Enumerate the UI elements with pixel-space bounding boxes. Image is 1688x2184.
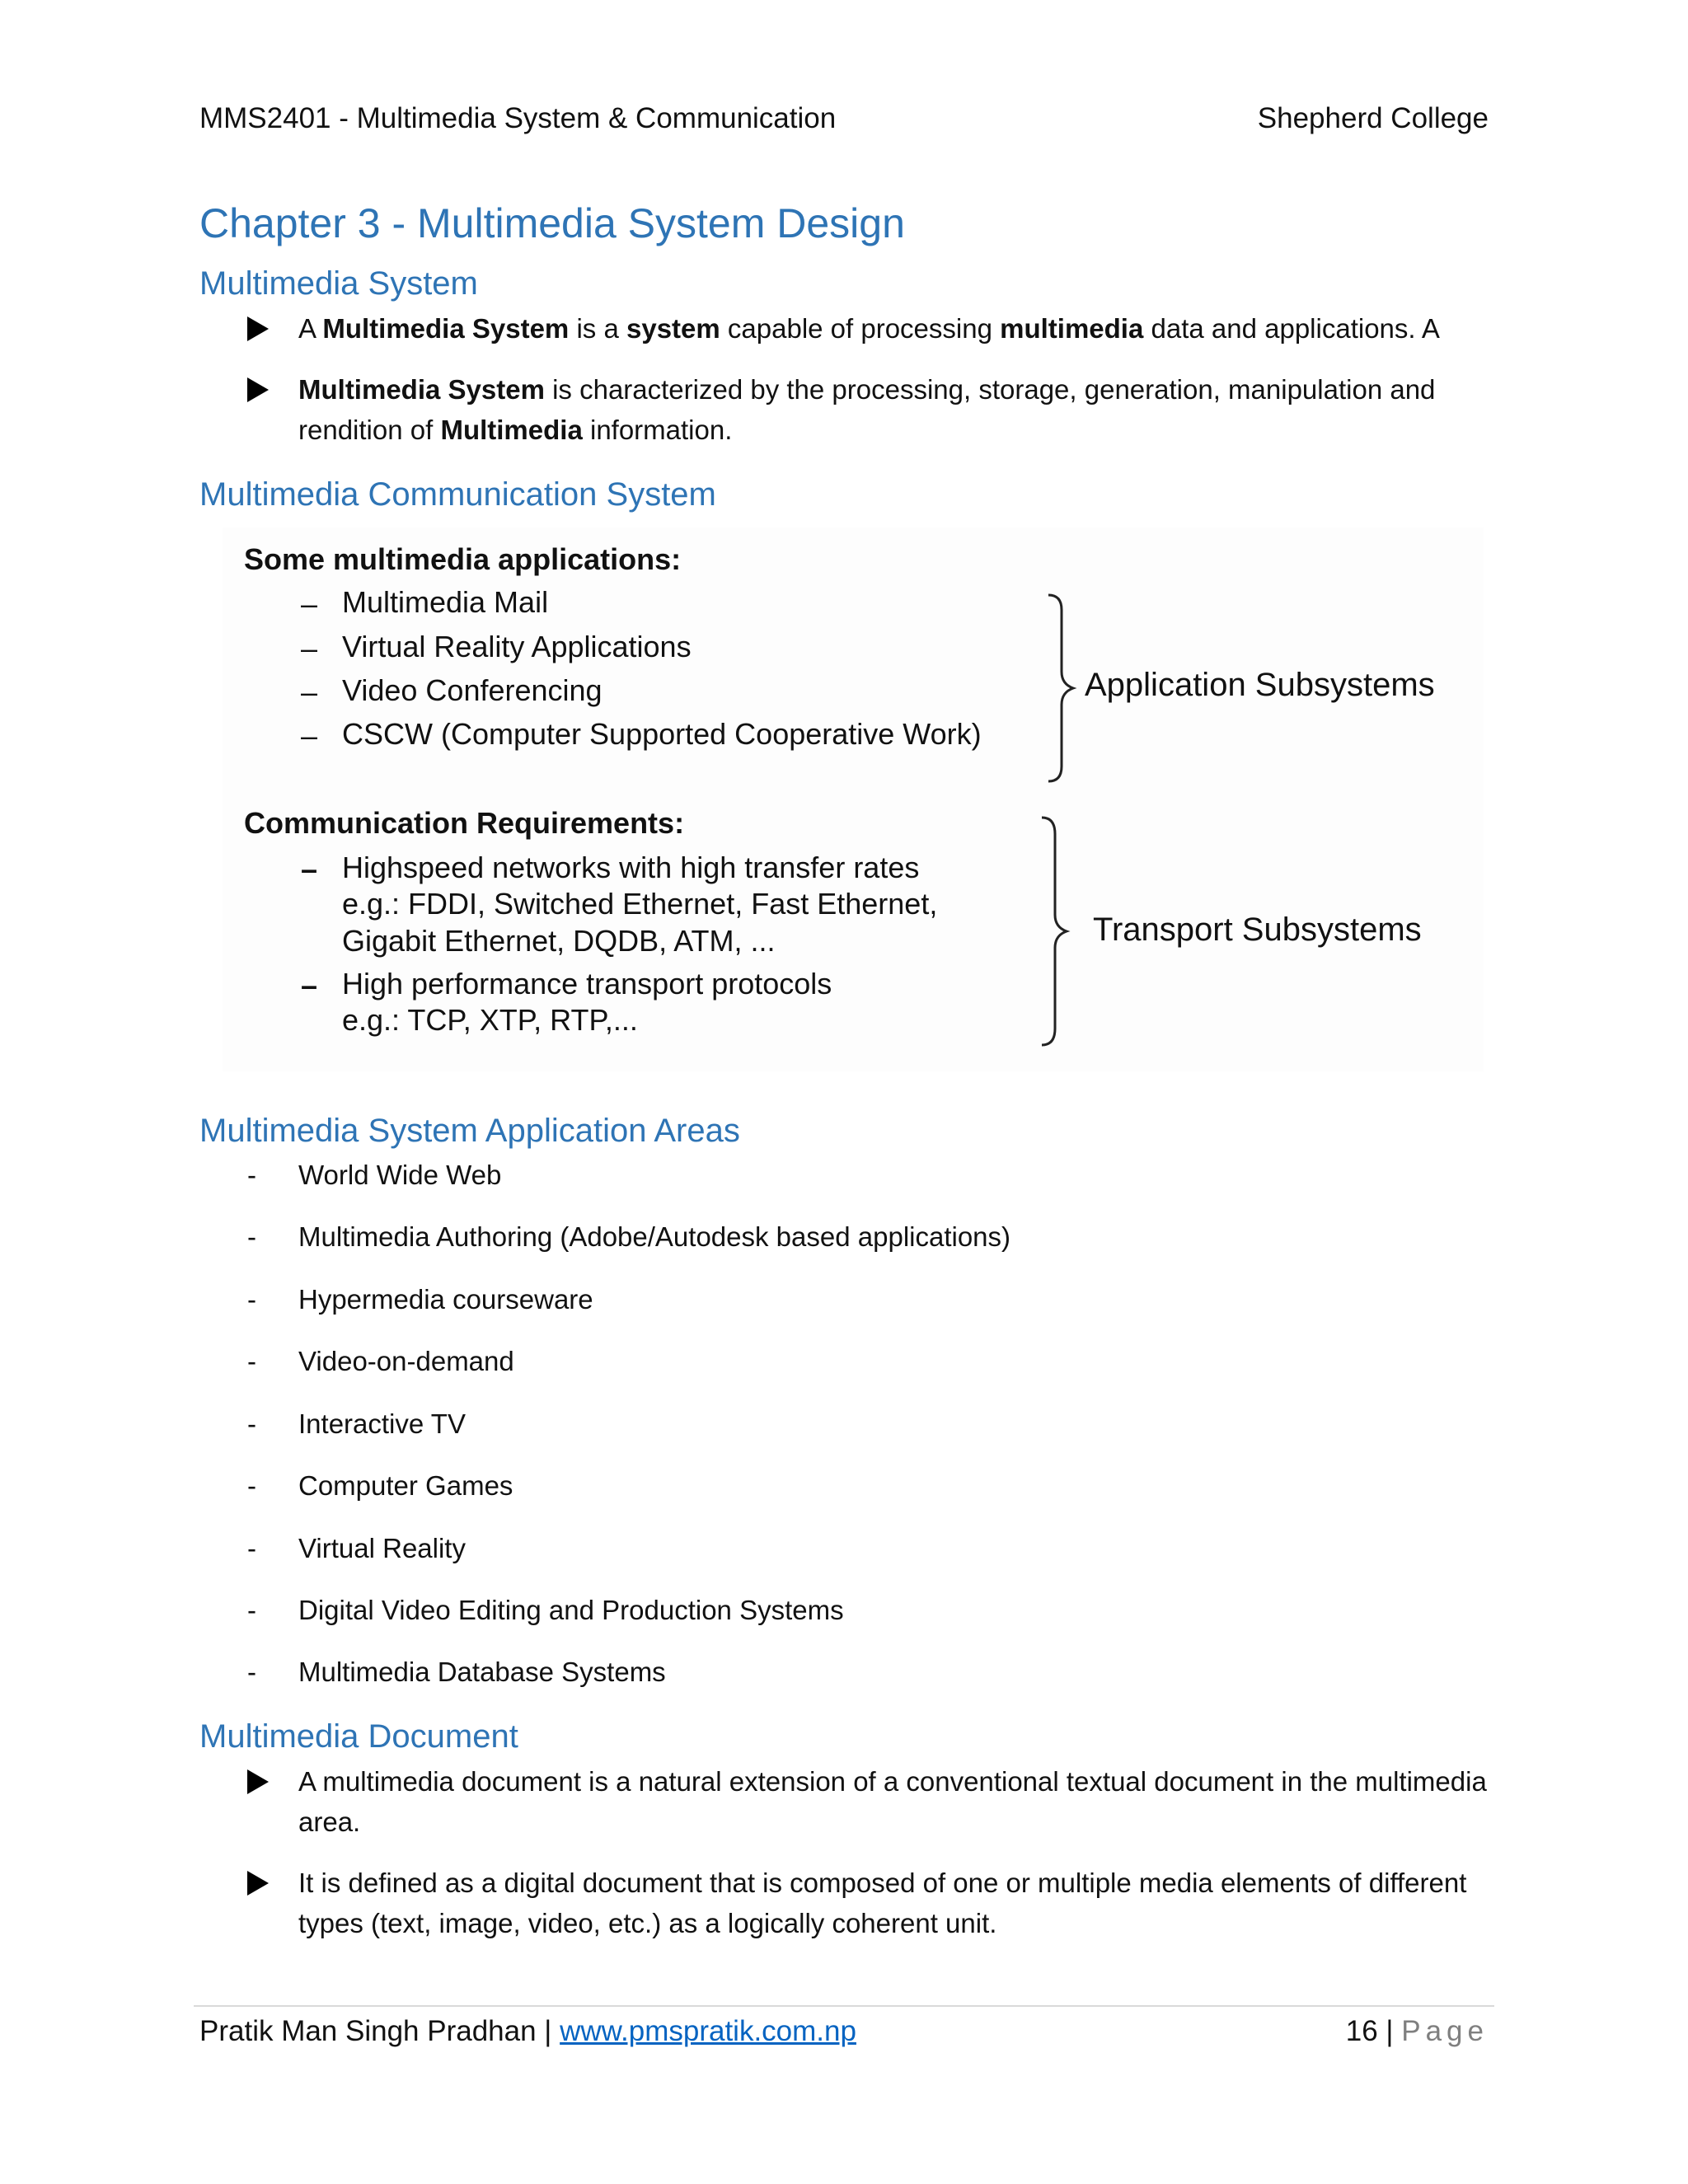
figure-transport-subsystems-label: Transport Subsystems [1093, 912, 1422, 948]
list-item [247, 308, 1500, 349]
section-heading-multimedia-system: Multimedia System [199, 265, 478, 302]
list-item-text: Digital Video Editing and Production Systems [298, 1595, 844, 1625]
dash-bullet: - [247, 1408, 256, 1439]
list-item [247, 369, 1500, 450]
dash-bullet: - [247, 1470, 256, 1501]
list-item [247, 1404, 466, 1444]
header-course-title: MMS2401 - Multimedia System & Communication [199, 102, 837, 134]
list-item [247, 1863, 1500, 1943]
dash-bullet: - [247, 1346, 256, 1376]
header-college-name: Shepherd College [1257, 102, 1489, 134]
list-item-text: Virtual Reality [298, 1533, 466, 1563]
footer-website-link[interactable]: www.pmspratik.com.np [560, 2015, 856, 2047]
figure-application-subsystems-label: Application Subsystems [1085, 667, 1435, 703]
list-item-text: Multimedia Authoring (Adobe/Autodesk based applications) [298, 1221, 1011, 1252]
figure-app-item: Multimedia Mail [342, 585, 549, 619]
list-item [247, 1761, 1500, 1842]
list-item-text: Interactive TV [298, 1408, 466, 1439]
section-heading-multimedia-document: Multimedia Document [199, 1718, 518, 1755]
section-heading-communication-system: Multimedia Communication System [199, 476, 716, 513]
list-item [247, 1465, 513, 1506]
figure-requirements-title: Communication Requirements: [244, 806, 685, 840]
figure-dash: – [301, 852, 318, 886]
figure-dash: – [301, 968, 318, 1002]
figure-dash: – [301, 675, 318, 709]
figure-requirement-line: High performance transport protocols [342, 967, 832, 1001]
footer-divider [194, 2005, 1494, 2007]
list-item-text: Multimedia Database Systems [298, 1657, 666, 1687]
footer-separator: | [536, 2015, 560, 2047]
dash-bullet: - [247, 1284, 256, 1315]
dash-bullet: - [247, 1657, 256, 1687]
page-separator: | [1377, 2015, 1402, 2047]
triangle-bullet-icon [247, 369, 274, 410]
bullet-text: It is defined as a digital document that is composed of one or multiple media elements of different types (text, image, video, etc.) as a logically coherent unit. [298, 1868, 1467, 1938]
list-item [247, 1528, 466, 1568]
figure-app-item: Video Conferencing [342, 673, 603, 707]
list-item-text: Hypermedia courseware [298, 1284, 593, 1315]
figure-requirement-line: e.g.: FDDI, Switched Ethernet, Fast Ethernet, [342, 887, 938, 921]
triangle-bullet-icon [247, 1863, 274, 1903]
bullet-text: A Multimedia System is a system capable of processing multimedia data and applications. A [298, 313, 1440, 344]
communication-system-figure [223, 527, 1484, 1071]
dash-bullet: - [247, 1160, 256, 1190]
list-item-text: Computer Games [298, 1470, 513, 1501]
dash-bullet: - [247, 1595, 256, 1625]
footer-author: Pratik Man Singh Pradhan [199, 2015, 537, 2047]
triangle-bullet-icon [247, 1761, 274, 1802]
section-heading-application-areas: Multimedia System Application Areas [199, 1113, 740, 1149]
list-item [247, 1590, 844, 1630]
chapter-title: Chapter 3 - Multimedia System Design [199, 200, 905, 246]
bullet-text: A multimedia document is a natural extension of a conventional textual document in the multimedia area. [298, 1766, 1487, 1837]
list-item [247, 1652, 666, 1692]
footer-left [199, 2015, 856, 2048]
dash-bullet: - [247, 1533, 256, 1563]
list-item [247, 1216, 1010, 1257]
figure-apps-title: Some multimedia applications: [244, 542, 682, 576]
list-item [247, 1341, 514, 1381]
figure-requirement-line: e.g.: TCP, XTP, RTP,... [342, 1003, 638, 1037]
figure-dash: – [301, 631, 318, 665]
page-number: 16 [1345, 2015, 1378, 2047]
figure-app-item: Virtual Reality Applications [342, 630, 692, 663]
right-brace-icon [1047, 593, 1080, 783]
bullet-text: Multimedia System is characterized by the processing, storage, generation, manipulation and rendition of Multimedia information. [298, 374, 1436, 445]
list-item [247, 1279, 593, 1319]
dash-bullet: - [247, 1221, 256, 1252]
page-word: Page [1401, 2015, 1489, 2047]
triangle-bullet-icon [247, 308, 274, 349]
figure-app-item: CSCW (Computer Supported Cooperative Work) [342, 717, 982, 751]
figure-dash: – [301, 719, 318, 752]
list-item-text: Video-on-demand [298, 1346, 514, 1376]
footer-right [1346, 2015, 1489, 2048]
list-item [247, 1155, 501, 1195]
list-item-text: World Wide Web [298, 1160, 502, 1190]
figure-requirement-line: Highspeed networks with high transfer rates [342, 851, 920, 884]
page-footer [199, 2011, 1489, 2052]
right-brace-icon [1040, 816, 1073, 1047]
figure-requirement-line: Gigabit Ethernet, DQDB, ATM, ... [342, 924, 776, 958]
figure-dash: – [301, 587, 318, 621]
page-header [199, 99, 1489, 138]
